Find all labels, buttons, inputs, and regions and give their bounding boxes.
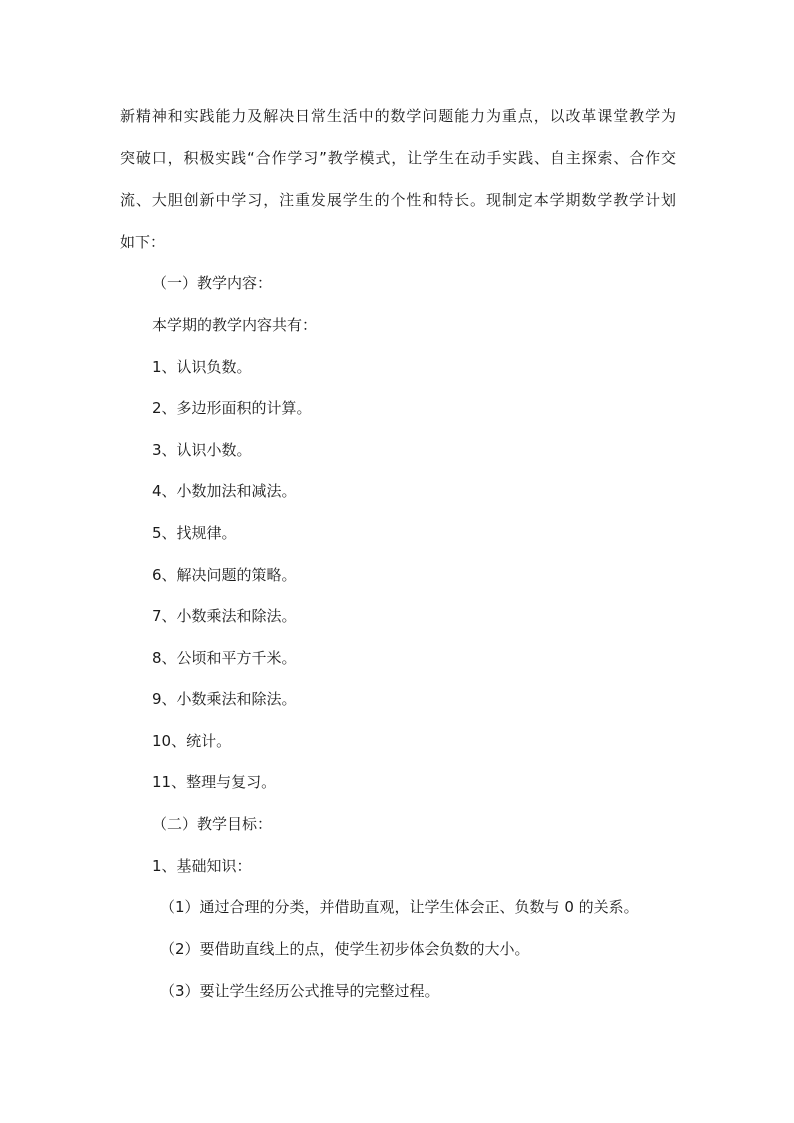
- content-lead: 本学期的教学内容共有：: [152, 316, 318, 334]
- section-heading-goals: （二）教学目标：: [152, 815, 273, 833]
- goal-point: （2）要借助直线上的点，使学生初步体会负数的大小。: [160, 940, 530, 958]
- goal-point: （3）要让学生经历公式推导的完整过程。: [160, 982, 440, 1000]
- section-heading-content: （一）教学内容：: [152, 274, 273, 292]
- list-item: 5、找规律。: [152, 524, 237, 542]
- list-item: 7、小数乘法和除法。: [152, 607, 297, 625]
- list-item: 1、认识负数。: [152, 358, 252, 376]
- paragraph-line: 如下：: [120, 233, 166, 251]
- list-item: 8、公顷和平方千米。: [152, 649, 297, 667]
- paragraph-line: 新精神和实践能力及解决日常生活中的数学问题能力为重点，以改革课堂教学为: [120, 107, 676, 125]
- list-item: 11、整理与复习。: [152, 773, 277, 791]
- subheading-basic-knowledge: 1、基础知识：: [152, 857, 252, 875]
- list-item: 10、统计。: [152, 732, 232, 750]
- goal-point: （1）通过合理的分类，并借助直观，让学生体会正、负数与 0 的关系。: [160, 898, 639, 916]
- list-item: 4、小数加法和减法。: [152, 482, 297, 500]
- list-item: 6、解决问题的策略。: [152, 566, 297, 584]
- list-item: 9、小数乘法和除法。: [152, 690, 297, 708]
- list-item: 3、认识小数。: [152, 441, 252, 459]
- list-item: 2、多边形面积的计算。: [152, 399, 312, 417]
- paragraph-line: 突破口，积极实践“合作学习”教学模式，让学生在动手实践、自主探索、合作交: [120, 149, 676, 167]
- paragraph-line: 流、大胆创新中学习，注重发展学生的个性和特长。现制定本学期数学教学计划: [120, 191, 676, 209]
